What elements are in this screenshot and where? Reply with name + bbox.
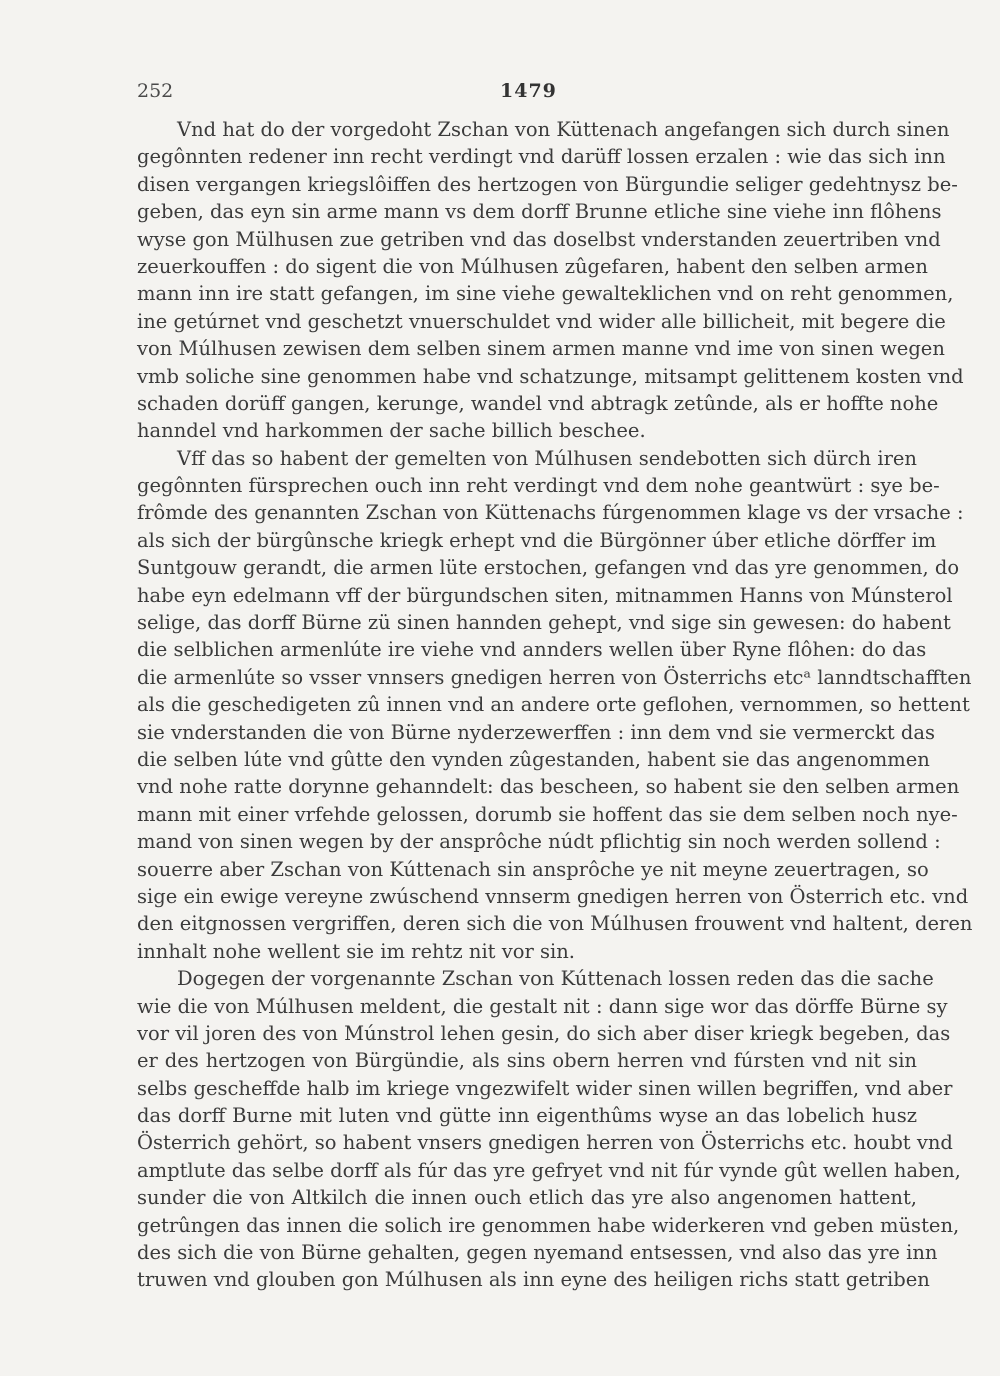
text-line: vnd nohe ratte dorynne gehanndelt: das bescheen, so habent sie den selben armen — [137, 775, 960, 799]
text-line: mand von sinen wegen by der ansprôche núdt pflichtig sin noch werden sollend : — [137, 830, 941, 854]
paragraph-1 — [137, 116, 964, 445]
text-line: sunder die von Altkilch die innen ouch etlich das yre also angenomen hattent, — [137, 1186, 917, 1210]
text-line: zeuerkouffen : do sigent die von Múlhusen zûgefaren, habent den selben armen — [137, 254, 928, 278]
text-line: er des hertzogen von Bürgündie, als sins obern herren vnd fúrsten vnd nit sin — [137, 1049, 917, 1073]
text-line: selige, das dorff Bürne zü sinen hannden gehept, vnd sige sin gewesen: do habent — [137, 611, 951, 635]
text-line: hanndel vnd harkommen der sache billich beschee. — [137, 419, 646, 443]
text-line: amptlute das selbe dorff als fúr das yre gefryet vnd nit fúr vynde gût wellen haben, — [137, 1158, 961, 1182]
paragraph-3 — [137, 965, 961, 1294]
text-line: innhalt nohe wellent sie im rehtz nit vor sin. — [137, 939, 575, 963]
text-line: wyse gon Mülhusen zue getriben vnd das doselbst vnderstanden zeuertriben vnd — [137, 227, 941, 251]
text-line: das dorff Burne mit luten vnd gütte inn eigenthûms wyse an das lobelich husz — [137, 1104, 917, 1128]
text-line: Österrich gehört, so habent vnsers gnedigen herren von Österrichs etc. houbt vnd — [137, 1131, 953, 1155]
page-number: 252 — [137, 80, 174, 102]
text-line: des sich die von Bürne gehalten, gegen nyemand entsessen, vnd also das yre inn — [137, 1241, 938, 1265]
paragraph-2 — [137, 445, 973, 965]
text-line: von Múlhusen zewisen dem selben sinem armen manne vnd ime von sinen wegen — [137, 337, 945, 361]
text-line: frômde des genannten Zschan von Küttenachs fúrgenommen klage vs der vrsache : — [137, 501, 964, 525]
text-line: selbs gescheffde halb im kriege vngezwifelt wider sinen willen begriffen, vnd aber — [137, 1076, 953, 1100]
text-line: Dogegen der vorgenannte Zschan von Kúttenach lossen reden das die sache — [177, 967, 934, 991]
text-line: als die geschedigeten zû innen vnd an andere orte geflohen, vernommen, so hettent — [137, 693, 970, 717]
text-line: die selben lúte vnd gûtte den vynden zûgestanden, habent sie das angenommen — [137, 747, 930, 771]
text-line: mann mit einer vrfehde gelossen, dorumb sie hoffent das sie dem selben noch nye- — [137, 802, 958, 826]
text-line: den eitgnossen vergriffen, deren sich die von Múlhusen frouwent vnd haltent, deren — [137, 912, 973, 936]
text-line: disen vergangen kriegslôiffen des hertzogen von Bürgundie seliger gedehtnysz be- — [137, 172, 958, 196]
text-line: souerre aber Zschan von Kúttenach sin ansprôche ye nit meyne zeuertragen, so — [137, 857, 929, 881]
text-line: habe eyn edelmann vff der bürgundschen siten, mitnammen Hanns von Múnsterol — [137, 583, 953, 607]
running-head-year: 1479 — [500, 80, 557, 102]
text-line: sige ein ewige vereyne zwúschend vnnserm gnedigen herren von Österrich etc. vnd — [137, 884, 969, 908]
text-line: geben, das eyn sin arme mann vs dem dorff Brunne etliche sine viehe inn flôhens — [137, 200, 942, 224]
text-line: vor vil joren des von Múnstrol lehen gesin, do sich aber diser kriegk begeben, das — [137, 1021, 951, 1045]
text-line: ine getúrnet vnd geschetzt vnuerschuldet vnd wider alle billicheit, mit begere die — [137, 309, 946, 333]
text-line: Vnd hat do der vorgedoht Zschan von Küttenach angefangen sich durch sinen — [177, 118, 950, 141]
body-text — [137, 116, 973, 1294]
text-line: als sich der bürgûnsche kriegk erhept vnd die Bürgönner úber etliche dörffer im — [137, 528, 937, 552]
text-line: die armenlúte so vsser vnnsers gnedigen herren von Österrichs etcᵃ lanndtschafften — [137, 665, 972, 689]
text-line: sie vnderstanden die von Bürne nyderzewerffen : inn dem vnd sie vermerckt das — [137, 720, 936, 744]
text-line: Vff das so habent der gemelten von Múlhusen sendebotten sich dürch iren — [177, 446, 917, 470]
text-line: truwen vnd glouben gon Múlhusen als inn eyne des heiligen richs statt getriben — [137, 1268, 930, 1292]
text-line: wie die von Múlhusen meldent, die gestalt nit : dann sige wor das dörffe Bürne sy — [137, 994, 948, 1018]
text-line: Suntgouw gerandt, die armen lüte erstochen, gefangen vnd das yre genommen, do — [137, 556, 960, 580]
text-line: mann inn ire statt gefangen, im sine viehe gewalteklichen vnd on reht genommen, — [137, 282, 954, 306]
text-line: die selblichen armenlúte ire viehe vnd annders wellen über Ryne flôhen: do das — [137, 638, 927, 662]
text-line: getrûngen das innen die solich ire genommen habe widerkeren vnd geben müsten, — [137, 1213, 960, 1237]
text-line: gegônnten fürsprechen ouch inn reht verdingt vnd dem nohe geantwürt : sye be- — [137, 474, 940, 498]
text-line: schaden dorüff gangen, kerunge, wandel vnd abtragk zetûnde, als er hoffte nohe — [137, 391, 939, 415]
text-line: gegônnten redener inn recht verdingt vnd darüff lossen erzalen : wie das sich inn — [137, 145, 946, 169]
text-line: vmb soliche sine genommen habe vnd schatzunge, mitsampt gelittenem kosten vnd — [137, 364, 964, 388]
